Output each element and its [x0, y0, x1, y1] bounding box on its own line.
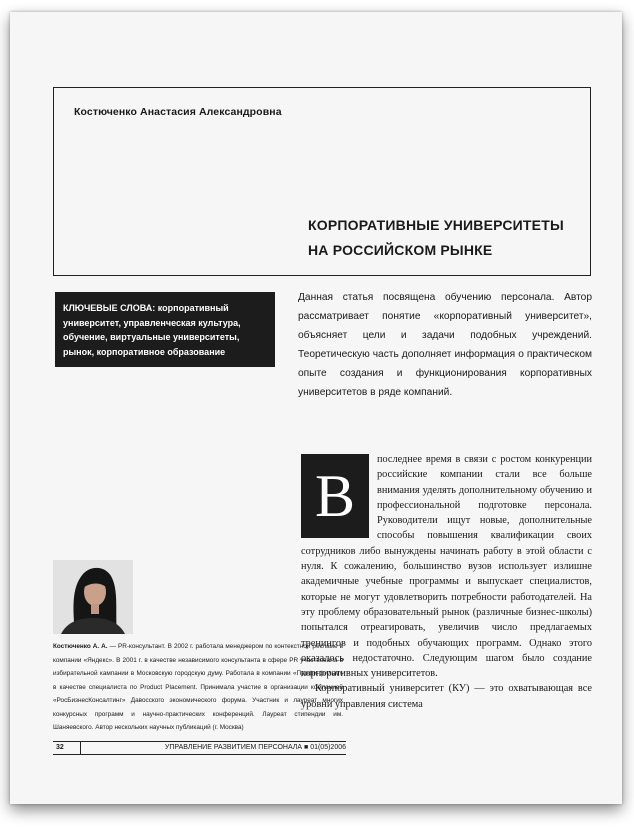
title-line-1: КОРПОРАТИВНЫЕ УНИВЕРСИТЕТЫ	[308, 217, 564, 233]
drop-cap: В	[301, 454, 369, 538]
keywords-label: КЛЮЧЕВЫЕ СЛОВА:	[63, 303, 156, 313]
author-portrait-image	[53, 560, 133, 634]
author-name: Костюченко Анастасия Александровна	[74, 106, 282, 118]
title-line-2: НА РОССИЙСКОМ РЫНКЕ	[308, 242, 493, 258]
page-footer	[53, 741, 346, 755]
author-photo	[53, 560, 133, 634]
abstract: Данная статья посвящена обучению персонала. Автор рассматривает понятие «корпоративный университет», объясняет цели и задачи подобных учреждений. Теоретическую часть дополняет информация о практическом опыте создания и функционирования корпоративных университетов в ряде компаний.	[298, 292, 592, 398]
bio-name: Костюченко А. А.	[53, 643, 108, 650]
body-paragraph-2: Корпоративный университет (КУ) — это охватывающая все уровни управления система	[301, 683, 592, 710]
keywords-text: корпоративный университет, управленческая культура, обучение, виртуальные университеты, рынок, корпоративное образование	[63, 303, 241, 357]
article-title	[308, 213, 564, 263]
header-frame	[53, 87, 591, 276]
page-number: 32	[53, 742, 81, 754]
bio-text: — PR-консультант. В 2002 г. работала менеджером по контекстной рекламе в компании «Яндекс». В 2001 г. в качестве независимого консультанта в сфере PR участвовала в избирательной кампании в Московскую городскую думу. Работала в компании «Профи-фильм» в качестве специалиста по Product Placement. Принимала участие в организации компанией «РосБизнесКонсалтинг» Давосского экономического форума. Участник и лауреат многих конкурсных программ и научно-практических конференций. Лауреат стипендии им. Шаняевского. Автор нескольких научных публикаций (г. Москва)	[53, 643, 343, 731]
drop-cap-spacer	[301, 452, 377, 540]
keywords-box	[55, 292, 275, 367]
journal-title: УПРАВЛЕНИЕ РАЗВИТИЕМ ПЕРСОНАЛА ■ 01(05)2006	[164, 744, 346, 751]
article-body	[301, 452, 592, 712]
magazine-page	[10, 12, 622, 804]
author-bio	[53, 640, 343, 735]
body-paragraph-1: последнее время в связи с ростом конкуренции российские компании стали все больше внимания уделять дополнительному обучению и профессиональной подготовке персонала. Руководители ищут новые, дополнительные способы повышения квалификации своих сотрудников либо вынуждены начинать работу в этой области с нуля. К сожалению, большинство вузов использует излишне академичные учебные программы и выпускает специалистов, которые не могут удовлетворить потребности работодателей. На эту проблему образовательный рынок (различные бизнес-школы) попытался отреагировать, увеличив число предлагаемых тренингов и подобных обучающих программ. Однако этого оказалось недостаточно. Следующим шагом было создание корпоративных университетов.	[301, 454, 592, 680]
